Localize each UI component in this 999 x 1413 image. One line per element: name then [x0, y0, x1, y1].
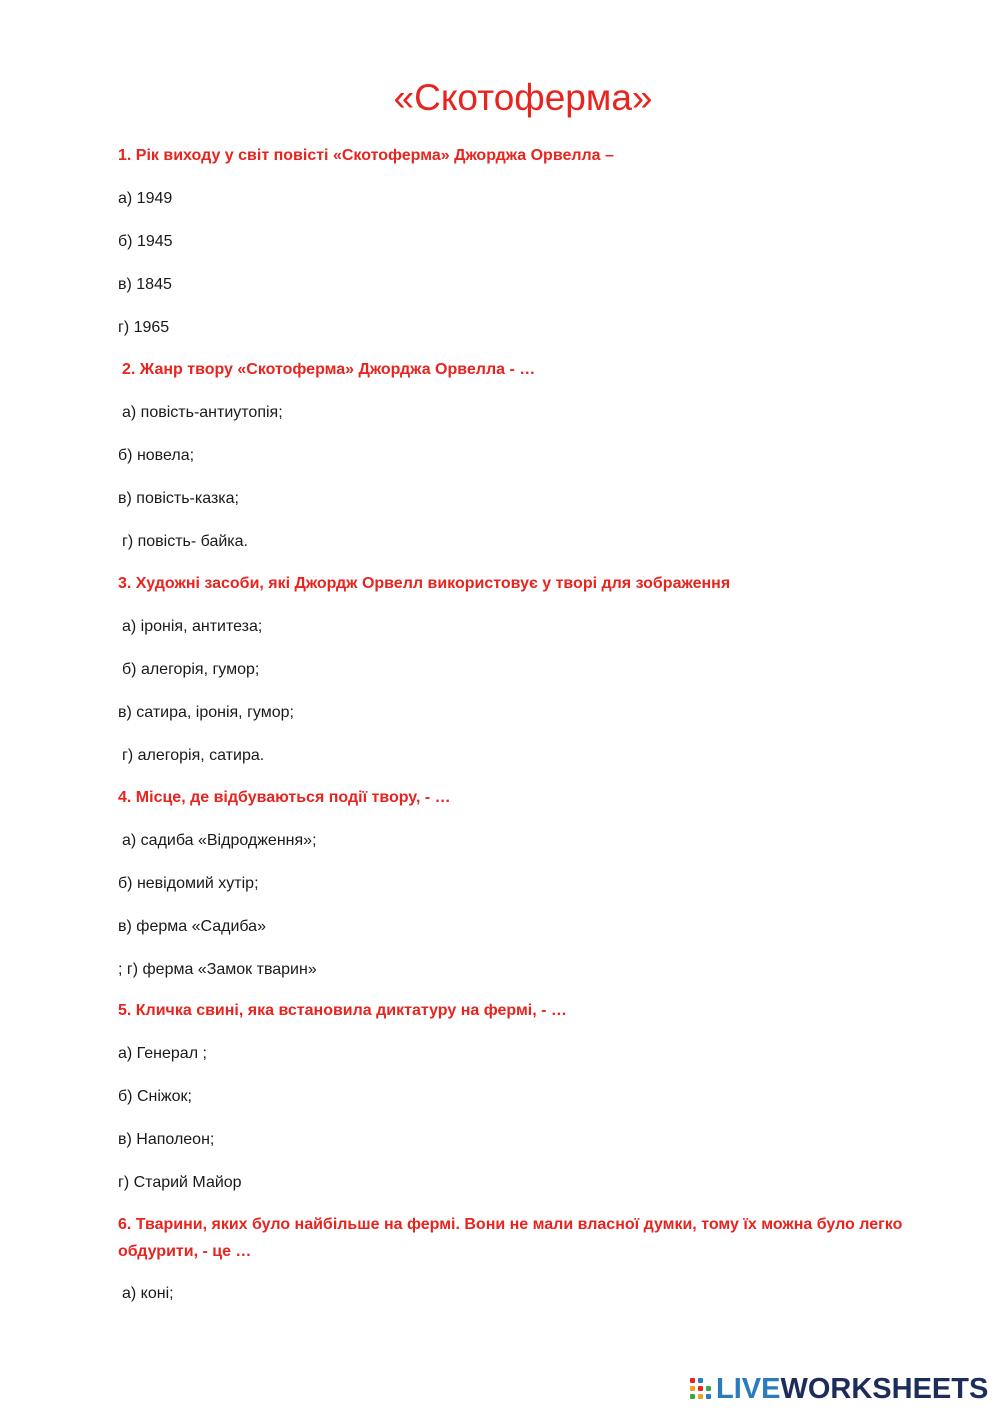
question-4-option-b: б) невідомий хутір;: [118, 875, 259, 892]
liveworksheets-logo-icon: [690, 1378, 712, 1400]
question-4-option-a: а) садиба «Відродження»;: [122, 832, 317, 849]
liveworksheets-logo[interactable]: [690, 1375, 988, 1403]
question-3-option-c: в) сатира, іронія, гумор;: [118, 704, 294, 721]
question-6-option-a: а) коні;: [122, 1285, 174, 1302]
question-5-option-d: г) Старий Майор: [118, 1174, 242, 1191]
question-6: 6. Тварини, яких було найбільше на фермі. Вони не мали власної думки, тому їх можна було легко обдурити, - це …: [118, 1216, 903, 1260]
page-title: «Скотоферма»: [393, 77, 653, 118]
question-1-option-a: а) 1949: [118, 190, 173, 207]
question-1-option-c: в) 1845: [118, 276, 172, 293]
question-5-option-c: в) Наполеон;: [118, 1131, 215, 1148]
question-2-option-d: г) повість- байка.: [122, 533, 248, 550]
question-5: 5. Кличка свині, яка встановила диктатуру на фермі, - …: [118, 1002, 567, 1019]
question-4: 4. Місце, де відбуваються події твору, - …: [118, 789, 451, 806]
question-3-option-a: а) іронія, антитеза;: [122, 618, 263, 635]
question-2-option-c: в) повість-казка;: [118, 490, 239, 507]
question-5-option-a: а) Генерал ;: [118, 1045, 207, 1062]
question-2-option-a: а) повість-антиутопія;: [122, 404, 283, 421]
question-1-option-d: г) 1965: [118, 319, 170, 336]
question-4-option-c: в) ферма «Садиба»: [118, 918, 266, 935]
question-2: 2. Жанр твору «Скотоферма» Джорджа Орвелла - …: [122, 361, 536, 378]
liveworksheets-logo-text: LIVEWORKSHEETS: [716, 1373, 989, 1405]
question-3: 3. Художні засоби, які Джордж Орвелл використовує у творі для зображення: [118, 575, 731, 592]
question-3-option-d: г) алегорія, сатира.: [122, 747, 265, 764]
question-5-option-b: б) Сніжок;: [118, 1088, 192, 1105]
question-1: 1. Рік виходу у світ повісті «Скотоферма» Джорджа Орвелла –: [118, 147, 614, 164]
question-4-option-d: ; г) ферма «Замок тварин»: [118, 961, 317, 978]
question-3-option-b: б) алегорія, гумор;: [122, 661, 260, 678]
question-2-option-b: б) новела;: [118, 447, 195, 464]
question-1-option-b: б) 1945: [118, 233, 173, 250]
